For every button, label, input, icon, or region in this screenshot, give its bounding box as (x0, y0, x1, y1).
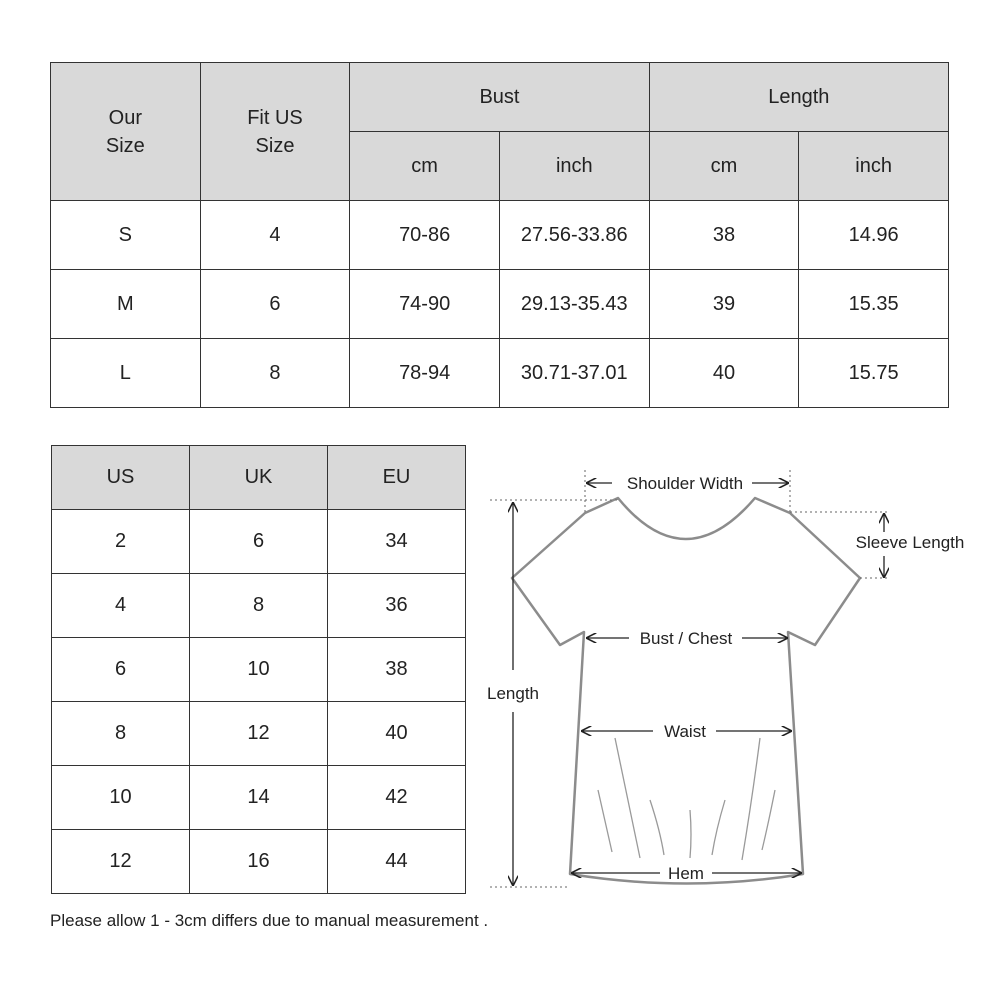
measurement-note: Please allow 1 - 3cm differs due to manual measurement . (50, 911, 489, 930)
size-chart-table (50, 62, 949, 408)
header-bust-cm: cm (350, 132, 500, 201)
cell-us-size: 6 (200, 270, 350, 339)
header-fit-us-size (200, 63, 350, 201)
cell-us: 6 (52, 638, 190, 702)
cell-us: 8 (52, 702, 190, 766)
cell-us: 2 (52, 510, 190, 574)
header-us: US (52, 446, 190, 510)
table-row (51, 201, 949, 270)
table-row (52, 766, 466, 830)
cell-uk: 8 (190, 574, 328, 638)
table-row (52, 574, 466, 638)
cell-eu: 34 (328, 510, 466, 574)
header-fit-us-size-line1: Fit US (247, 106, 303, 129)
header-our-size-line1: Our (108, 106, 142, 129)
cell-uk: 14 (190, 766, 328, 830)
label-bust-chest: Bust / Chest (639, 629, 733, 648)
cell-eu: 36 (328, 574, 466, 638)
table-row (51, 339, 949, 408)
cell-bust-inch: 30.71-37.01 (499, 339, 649, 408)
cell-uk: 6 (190, 510, 328, 574)
cell-length-inch: 14.96 (799, 201, 949, 270)
cell-uk: 10 (190, 638, 328, 702)
tshirt-outline (512, 498, 860, 884)
cell-us-size: 4 (200, 201, 350, 270)
cell-bust-cm: 70-86 (350, 201, 500, 270)
label-waist: Waist (664, 722, 706, 741)
cell-eu: 44 (328, 830, 466, 894)
cell-us: 10 (52, 766, 190, 830)
header-length-cm: cm (649, 132, 799, 201)
header-length-inch: inch (799, 132, 949, 201)
guide-lines (490, 470, 890, 887)
table-row (52, 702, 466, 766)
label-shoulder-width: Shoulder Width (626, 474, 744, 493)
cell-us: 12 (52, 830, 190, 894)
cell-bust-cm: 74-90 (350, 270, 500, 339)
header-bust: Bust (350, 63, 649, 132)
cell-length-cm: 39 (649, 270, 799, 339)
cell-length-cm: 38 (649, 201, 799, 270)
header-eu: EU (328, 446, 466, 510)
tshirt-measurement-diagram (480, 455, 980, 905)
header-our-size-line2: Size (105, 134, 145, 157)
cell-uk: 12 (190, 702, 328, 766)
cell-length-inch: 15.35 (799, 270, 949, 339)
table-row (52, 510, 466, 574)
cell-length-inch: 15.75 (799, 339, 949, 408)
cell-bust-inch: 27.56-33.86 (499, 201, 649, 270)
header-our-size (51, 63, 201, 201)
table-row (52, 830, 466, 894)
cell-eu: 38 (328, 638, 466, 702)
size-conversion-table (51, 445, 466, 894)
label-hem: Hem (668, 864, 704, 883)
header-length: Length (649, 63, 948, 132)
cell-us-size: 8 (200, 339, 350, 408)
cell-bust-cm: 78-94 (350, 339, 500, 408)
header-bust-inch: inch (499, 132, 649, 201)
cell-uk: 16 (190, 830, 328, 894)
cell-size: M (51, 270, 201, 339)
cell-bust-inch: 29.13-35.43 (499, 270, 649, 339)
label-length: Length (487, 684, 539, 703)
cell-eu: 42 (328, 766, 466, 830)
label-sleeve-length: Sleeve Length (855, 533, 965, 552)
table-row (51, 270, 949, 339)
cell-size: S (51, 201, 201, 270)
cell-us: 4 (52, 574, 190, 638)
cell-size: L (51, 339, 201, 408)
cell-length-cm: 40 (649, 339, 799, 408)
header-uk: UK (190, 446, 328, 510)
table-row (52, 638, 466, 702)
fabric-folds (598, 738, 775, 860)
header-fit-us-size-line2: Size (255, 134, 295, 157)
cell-eu: 40 (328, 702, 466, 766)
